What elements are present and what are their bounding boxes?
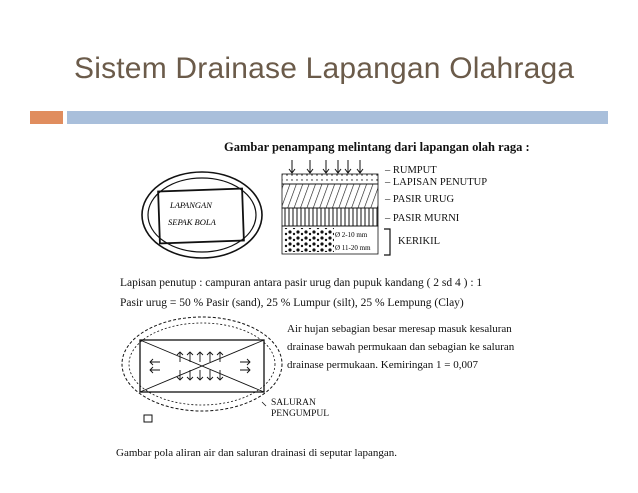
label-lapisan-penutup: – LAPISAN PENUTUP <box>385 177 488 188</box>
pasir-urug-text: Pasir urug = 50 % Pasir (sand), 25 % Lumpur (silt), 25 % Lempung (Clay) <box>120 297 464 309</box>
collector-leader <box>262 402 266 406</box>
figure-title: Gambar penampang melintang dari lapangan olah raga : <box>224 140 530 154</box>
label-pasir-urug: – PASIR URUG <box>385 194 455 205</box>
gravel-size-a: Ø 2-10 mm <box>335 231 368 239</box>
drainage-diagram <box>116 312 288 434</box>
field-oval-diagram <box>138 165 268 265</box>
flow-arrows-right <box>240 359 250 373</box>
label-pasir-urug-text: PASIR URUG <box>392 194 455 205</box>
layer-pasir-murni <box>282 208 378 226</box>
label-pasir-murni: – PASIR MURNI <box>385 213 460 224</box>
slide-title: Sistem Drainase Lapangan Olahraga <box>74 52 575 85</box>
field-rect <box>158 189 244 244</box>
layer-top <box>282 174 378 184</box>
kerikil-bracket <box>382 228 394 256</box>
cross-section-diagram <box>280 158 380 258</box>
label-lapisan-penutup-text: LAPISAN PENUTUP <box>392 177 488 188</box>
saluran-label-1: SALURAN <box>271 398 316 408</box>
label-kerikil: KERIKIL <box>398 236 440 247</box>
field-label-2: SEPAK BOLA <box>168 217 216 227</box>
gravel-fill-left <box>284 228 334 252</box>
rain-text-2: drainase bawah permukaan dan sebagian ke saluran <box>287 341 515 353</box>
flow-arrows-left <box>150 359 160 373</box>
rain-text-3: drainase permukaan. Kemiringan 1 = 0,007 <box>287 359 479 371</box>
saluran-label-2: PENGUMPUL <box>271 409 330 419</box>
label-rumput: – RUMPUT <box>385 165 437 176</box>
collector-box <box>144 415 152 422</box>
accent-bar-blue <box>67 111 608 124</box>
field-label-1: LAPANGAN <box>170 200 212 210</box>
label-rumput-text: RUMPUT <box>392 165 437 176</box>
lapisan-penutup-text: Lapisan penutup : campuran antara pasir urug dan pupuk kandang ( 2 sd 4 ) : 1 <box>120 277 483 289</box>
label-pasir-murni-text: PASIR MURNI <box>392 213 460 224</box>
drainage-oval-inner <box>129 323 275 405</box>
accent-bar-orange <box>30 111 63 124</box>
layer-pasir-urug <box>282 184 378 208</box>
outer-oval <box>142 172 262 258</box>
grass-arrows <box>289 160 363 173</box>
caption: Gambar pola aliran air dan saluran drainasi di seputar lapangan. <box>116 447 397 459</box>
gravel-size-b: Ø 11-20 mm <box>335 244 371 252</box>
rain-text-1: Air hujan sebagian besar meresap masuk kesaluran <box>287 323 512 335</box>
drainage-oval <box>122 317 282 411</box>
